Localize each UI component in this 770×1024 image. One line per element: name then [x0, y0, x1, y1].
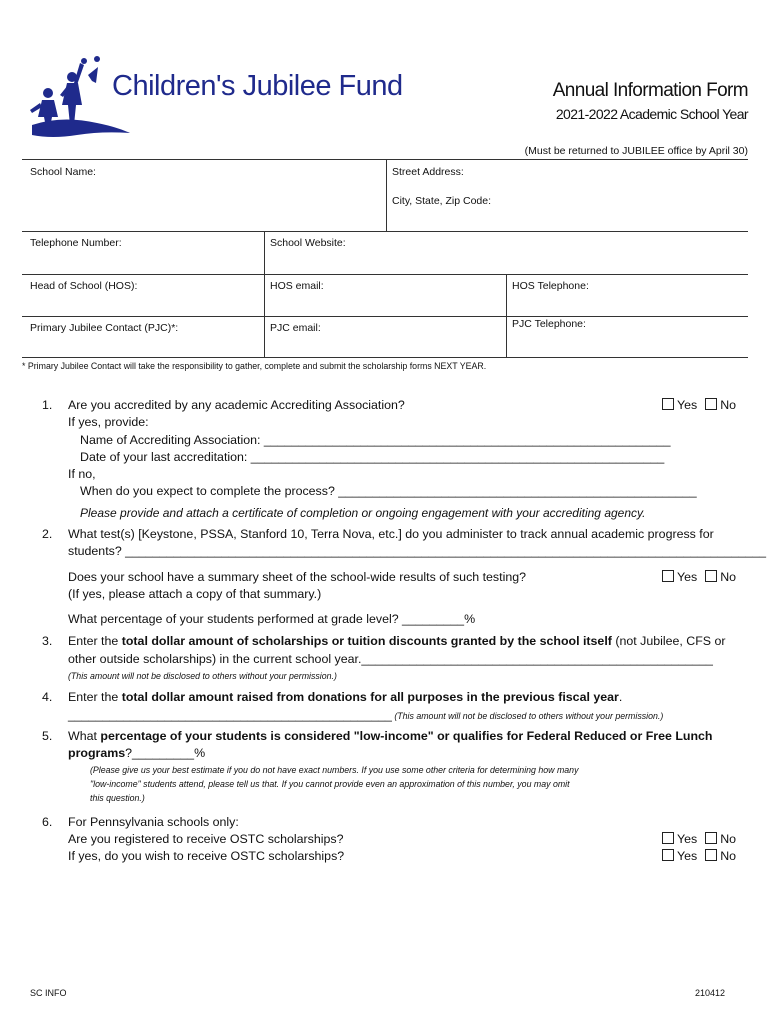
q6-wish-yes-label: Yes [677, 849, 698, 863]
q1-when-line[interactable]: When do you expect to complete the process? ____________________________________________________ [80, 484, 697, 498]
q6-registered-yes-label: Yes [677, 832, 698, 846]
q3-pre: Enter the [68, 634, 122, 648]
school-name-field[interactable]: School Name: [30, 166, 96, 178]
q3-amount-line[interactable]: other outside scholarships) in the current school year.___________________________________________________ [68, 652, 713, 666]
org-name: Children's Jubilee Fund [112, 70, 403, 102]
q6-registered-options [662, 831, 736, 848]
q4-post: . [618, 690, 623, 704]
q4-note: (This amount will not be disclosed to others without your permission.) [391, 711, 664, 721]
q6-wish-options [662, 848, 736, 865]
q4-text [68, 689, 622, 706]
street-address-field[interactable]: Street Address: [392, 166, 464, 178]
q1-options [662, 397, 736, 414]
q4-bold: total dollar amount raised from donations for all purposes in the previous fiscal year [121, 690, 619, 704]
return-note: (Must be returned to JUBILEE office by April 30) [524, 145, 748, 157]
form-year: 2021-2022 Academic School Year [555, 106, 748, 122]
q5-text [68, 728, 713, 745]
q2-text: What test(s) [Keystone, PSSA, Stanford 10, Terra Nova, etc.] do you administer to track annual academic progress for [68, 527, 714, 541]
q2-percent-line[interactable]: What percentage of your students performed at grade level? _________% [68, 612, 476, 626]
q6-wish-yes-checkbox[interactable] [662, 849, 674, 861]
pjc-email-field[interactable]: PJC email: [270, 322, 321, 334]
q5-number: 5. [42, 729, 53, 743]
q4-number: 4. [42, 690, 53, 704]
q1-note: Please provide and attach a certificate of completion or ongoing engagement with your accrediting agency. [80, 506, 646, 520]
q3-number: 3. [42, 634, 53, 648]
q6-registered-yes-checkbox[interactable] [662, 832, 674, 844]
q4-line[interactable]: _______________________________________________ [68, 708, 392, 722]
q1-if-no: If no, [68, 467, 96, 481]
q2-summary: Does your school have a summary sheet of the school-wide results of such testing? [68, 570, 526, 584]
q1-yes-label: Yes [677, 398, 698, 412]
q6-wish-no-label: No [720, 849, 737, 863]
pjc-field[interactable]: Primary Jubilee Contact (PJC)*: [30, 322, 179, 334]
q3-post: (not Jubilee, CFS or [611, 634, 726, 648]
q2-text-line[interactable]: students? _____________________________________________________________________________________________ [68, 544, 767, 558]
q1-no-checkbox[interactable] [705, 398, 717, 410]
q6-registered: Are you registered to receive OSTC scholarships? [68, 832, 344, 846]
q5-bold: percentage of your students is considered "low-income" or qualifies for Federal Reduced or Free Lunch [100, 729, 713, 743]
footer-form-code: SC INFO [30, 988, 67, 998]
q1-name-line[interactable]: Name of Accrediting Association: ___________________________________________________________ [80, 433, 671, 447]
q2-summary-note: (If yes, please attach a copy of that summary.) [68, 587, 322, 601]
q1-yes-checkbox[interactable] [662, 398, 674, 410]
q5-percent-line[interactable] [68, 745, 205, 762]
footer-revision: 210412 [694, 988, 725, 998]
q2-yes-label: Yes [677, 570, 698, 584]
q6-registered-no-label: No [720, 832, 737, 846]
city-state-zip-field[interactable]: City, State, Zip Code: [392, 195, 492, 207]
q3-note: (This amount will not be disclosed to others without your permission.) [68, 671, 337, 681]
q6-wish: If yes, do you wish to receive OSTC scholarships? [68, 849, 345, 863]
q1-if-yes: If yes, provide: [68, 415, 149, 429]
q5-note-3: this question.) [90, 793, 145, 803]
q6-number: 6. [42, 815, 53, 829]
q6-text: For Pennsylvania schools only: [68, 815, 239, 829]
q1-text: Are you accredited by any academic Accrediting Association? [68, 398, 405, 412]
website-field[interactable]: School Website: [270, 237, 346, 249]
q5-post2[interactable]: ?_________% [125, 746, 206, 760]
head-of-school-field[interactable]: Head of School (HOS): [30, 280, 138, 292]
q1-date-line[interactable]: Date of your last accreditation: ____________________________________________________________ [80, 450, 665, 464]
q4-amount-line[interactable] [68, 707, 663, 724]
hos-telephone-field[interactable]: HOS Telephone: [512, 280, 589, 292]
pjc-telephone-field[interactable]: PJC Telephone: [512, 318, 586, 330]
q1-no-label: No [720, 398, 737, 412]
hos-email-field[interactable]: HOS email: [270, 280, 324, 292]
q2-no-checkbox[interactable] [705, 570, 717, 582]
q3-bold: total dollar amount of scholarships or tuition discounts granted by the school itself [121, 634, 612, 648]
q1-number: 1. [42, 398, 53, 412]
q5-note-2: "low-income" students attend, please tell us that. If you cannot provide even an approximation of this number, you may omit [90, 779, 570, 789]
q6-registered-no-checkbox[interactable] [705, 832, 717, 844]
q5-bold2: programs [68, 746, 126, 760]
q5-pre: What [68, 729, 101, 743]
telephone-field[interactable]: Telephone Number: [30, 237, 122, 249]
q2-number: 2. [42, 527, 53, 541]
q4-pre: Enter the [68, 690, 122, 704]
contact-info-grid [22, 159, 748, 358]
q6-wish-no-checkbox[interactable] [705, 849, 717, 861]
q3-text [68, 633, 726, 650]
form-title: Annual Information Form [552, 80, 748, 101]
q5-note-1: (Please give us your best estimate if you do not have exact numbers. If you use some other criteria for determining how many [90, 765, 579, 775]
pjc-footnote: * Primary Jubilee Contact will take the responsibility to gather, complete and submit the scholarship forms NEXT YEAR. [22, 361, 487, 371]
q2-options [662, 569, 736, 586]
q2-no-label: No [720, 570, 737, 584]
q2-yes-checkbox[interactable] [662, 570, 674, 582]
